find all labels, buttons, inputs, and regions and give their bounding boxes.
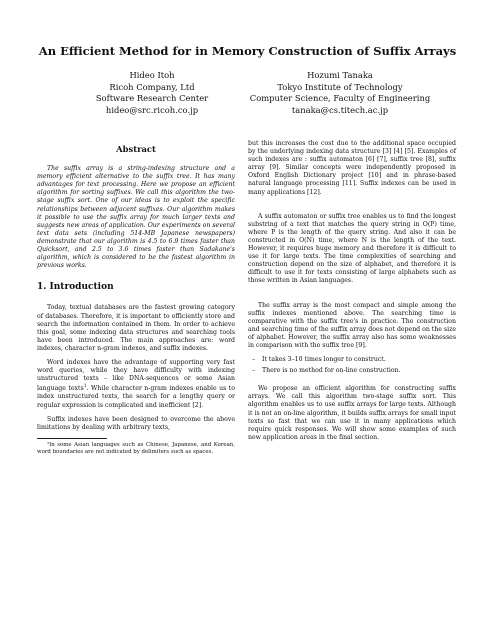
author-affiliation: Ricoh Company, Ltd [109, 81, 195, 92]
list-item: – It takes 3–10 times longer to construct. [248, 356, 456, 364]
author-name: Hideo Itoh [129, 70, 175, 80]
author-block-1 [72, 70, 232, 116]
intro-paragraph-2-text-a: Word indexes have the advantage of supporting very fast word queries, while they have difficulty with indexing unstructured texts – like DNA-sequences or some Asian language texts [37, 358, 235, 393]
list-item: – There is no method for on-line construction. [248, 367, 456, 375]
weakness-list [248, 356, 456, 375]
footnote-rule [37, 438, 107, 439]
section-heading: 1. Introduction [37, 282, 114, 293]
right-column [248, 140, 456, 448]
intro-paragraph-2 [37, 359, 235, 410]
right-paragraph-4: We propose an efficient algorithm for constructing suffix arrays. We call this algorithm two-stage suffix sort. This algorithm enables us to use suffix arrays for large texts. Although it is not an on-line algorithm, it builds suffix arrays for small input texts so fast that we can use it in many applications which require quick responses. We will show some examples of such new application areas in the final section. [248, 385, 456, 441]
author-department: Computer Science, Faculty of Engineering [249, 93, 431, 103]
author-affiliation: Tokyo Institute of Technology [277, 81, 403, 92]
right-paragraph-3: The suffix array is the most compact and simple among the suffix indexes mentioned above. The searching time is comparative with the suffix tree's in practice. The construction and searching time of the suffix array does not depend on the size of alphabet. However, the suffix array also has some weaknesses in comparison with the suffix tree [9]. [248, 301, 456, 349]
intro-paragraph-3: Suffix indexes have been designed to overcome the above limitations by dealing with arbitrary texts, [37, 415, 235, 431]
author-email: tanaka@cs.titech.ac.jp [291, 104, 389, 115]
left-column [37, 145, 235, 456]
author-name: Hozumi Tanaka [307, 70, 373, 80]
paper-title: An Efficient Method for in Memory Construction of Suffix Arrays [38, 44, 457, 58]
author-block-2 [225, 70, 455, 116]
footnote: ¹In some Asian languages such as Chinese, Japanese, and Korean, word boundaries are not indicated by delimiters such as spaces. [37, 441, 235, 455]
author-department: Software Research Center [95, 93, 209, 103]
abstract-heading: Abstract [116, 144, 156, 154]
right-paragraph-1: but this increases the cost due to the additional space occupied by the underlying indexing data structure [3] [4] [5]. Examples of such indexes are : suffix automaton [6] [7], suffix tree [8], suffix array [9]. Similar concepts were independently proposed in Oxford English Dictionary project [10] and in phrase-based natural language processing [11]. Suffix indexes can be used in many applications [12]. [248, 140, 456, 196]
abstract-text: The suffix array is a string-indexing structure and a memory efficient alternative to the suffix tree. It has many advantages for text processing. Here we propose an efficient algorithm for sorting suffixes. We call this algorithm the two-stage suffix sort. One of our ideas is to exploit the specific relationships between adjacent suffixes. Our algorithm makes it possible to use the suffix array for much larger texts and suggests new areas of application. Our experiments on several text data sets (including 514-MB Japanese newspapers) demonstrate that our algorithm is 4.5 to 6.9 times faster than Quicksort, and 2.5 to 3.6 times faster than Sadakane's algorithm, which is considered to be the fastest algorithm in previous works. [37, 165, 235, 270]
intro-paragraph-2-text-b: . While character n-gram indexes enable us to index unstructured texts, the search for a lengthy query or regular expression is complicated and inefficient [2]. [37, 385, 235, 409]
intro-paragraph-1: Today, textual databases are the fastest growing category of databases. Therefore, it is important to efficiently store and search the information contained in them. In order to achieve this goal, some indexing data structures and searching tools have been introduced. The main approaches are: word indexes, character n-gram indexes, and suffix indexes. [37, 304, 235, 352]
right-paragraph-2: A suffix automaton or suffix tree enables us to find the longest substring of a text that matches the query string in O(P) time, where P is the length of the query string. And also it can be constructed in O(N) time, where N is the length of the text. However, it requires huge memory and therefore it is difficult to use it for large texts. The time complexities of searching and construction depend on the size of alphabet, and therefore it is difficult to use it for texts consisting of large alphabets such as those written in Asian languages. [248, 212, 456, 285]
footnote-mark: 1 [83, 384, 87, 390]
author-email: hideo@src.ricoh.co.jp [105, 104, 199, 115]
